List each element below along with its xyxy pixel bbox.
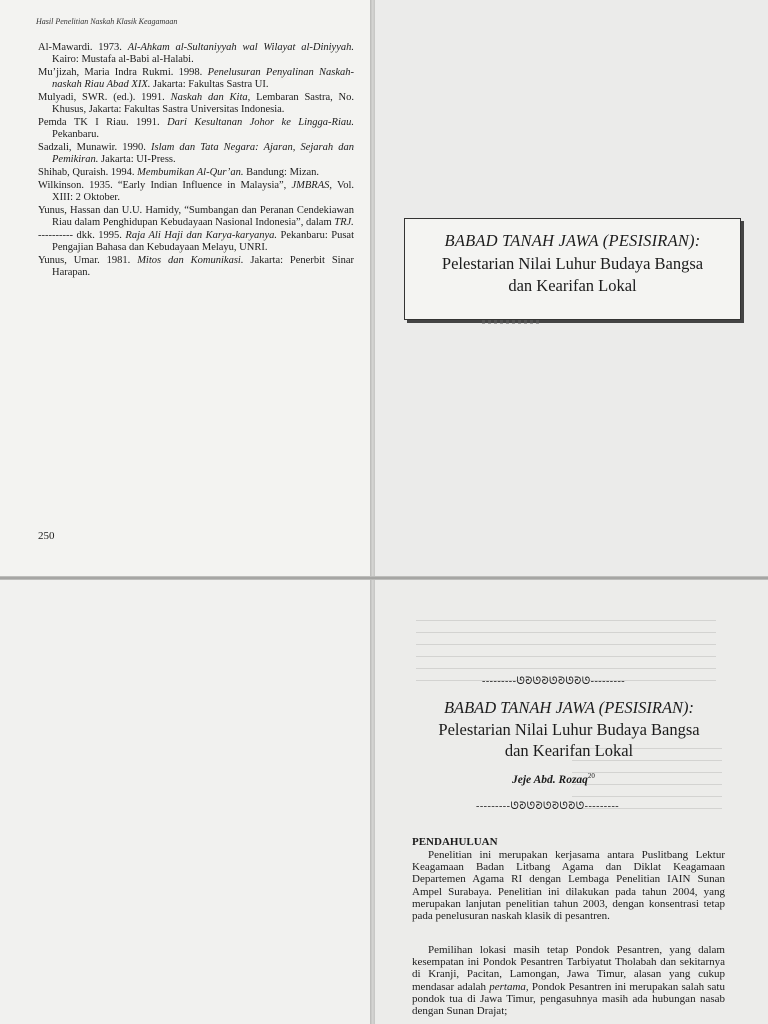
- reference-entry: [38, 42, 354, 66]
- reference-publisher: Bandung: Mizan.: [243, 167, 320, 178]
- chapter-subtitle-line2: dan Kearifan Lokal: [504, 741, 634, 760]
- reference-entry: [38, 230, 354, 254]
- reference-author: ---------- dkk. 1995.: [38, 230, 126, 241]
- reference-author: Mu’jizah, Maria Indra Rukmi. 1998.: [38, 67, 208, 78]
- scan-marks: [482, 320, 542, 324]
- reference-entry: [38, 67, 354, 91]
- reference-title: Al-Ahkam al-Sultaniyyah wal Wilayat al-Diniyyah.: [127, 42, 354, 53]
- reference-publisher: Kairo: Mustafa al-Babi al-Halabi.: [52, 54, 194, 65]
- running-head: Hasil Penelitian Naskah Klasik Keagamaan: [36, 17, 178, 26]
- reference-title: Penelusuran Penyalinan Naskah-naskah Riau Abad XIX.: [52, 67, 355, 90]
- page-number: 250: [38, 530, 55, 542]
- paragraph-2-emphasis: pertama,: [489, 980, 529, 993]
- reference-author: Yunus, Hassan dan U.U. Hamidy, “Sumbangan dan Peranan Cendekiawan Riau dalam Penghidupan Kebudayaan Nasional Indonesia”, dalam: [38, 205, 354, 228]
- author-footnote-mark: 20: [587, 772, 595, 780]
- reference-publisher: Lembaran Sastra, No. Khusus, Jakarta: Fakultas Sastra Universitas Indonesia.: [52, 92, 354, 115]
- author-name: [512, 772, 595, 786]
- blank-page: [0, 578, 372, 1024]
- reference-publisher: Pekanbaru.: [52, 129, 99, 140]
- reference-publisher: Jakarta: Fakultas Sastra UI.: [150, 79, 269, 90]
- reference-entry: [38, 142, 354, 166]
- reference-entry: [38, 180, 354, 204]
- chapter-page: [372, 578, 768, 1024]
- left-page: [0, 0, 372, 578]
- reference-entry: [38, 255, 354, 279]
- reference-author: Pemda TK I Riau. 1991.: [38, 117, 168, 128]
- reference-list: [38, 42, 354, 280]
- section-heading: PENDAHULUAN: [412, 836, 498, 848]
- reference-title: Naskah dan Kita,: [170, 92, 251, 103]
- paragraph-2: [412, 944, 725, 1017]
- reference-author: Shihab, Quraish. 1994.: [38, 167, 138, 178]
- book-gutter: [370, 0, 375, 1024]
- reference-author: Sadzali, Munawir. 1990.: [38, 142, 151, 153]
- title-page: [372, 0, 768, 578]
- reference-publisher: Pekanbaru: Pusat Pengajian Bahasa dan Kebudayaan Melayu, UNRI.: [52, 230, 355, 253]
- reference-title: TRJ.: [334, 217, 354, 228]
- chapter-title: BABAD TANAH JAWA (PESISIRAN):: [443, 698, 695, 717]
- reference-entry: [38, 117, 354, 141]
- reference-publisher: Jakarta: Penerbit Sinar Harapan.: [52, 255, 354, 278]
- reference-entry: [38, 92, 354, 116]
- title-box: [404, 218, 741, 320]
- reference-title: Islam dan Tata Negara: Ajaran, Sejarah dan Pemikiran.: [52, 142, 354, 165]
- reference-title: Mitos dan Komunikasi.: [137, 255, 244, 266]
- bleed-through: [416, 620, 716, 684]
- reference-title: Raja Ali Haji dan Karya-karyanya.: [125, 230, 278, 241]
- paragraph-2-text-end: Pondok Pesantren ini merupakan salah satu pondok tua di Jawa Timur, pengasuhnya masih ada hubungan nasab dengan Sunan Drajat;: [412, 980, 725, 1018]
- reference-title: Membumikan Al-Qur’an.: [137, 167, 244, 178]
- reference-entry: [38, 205, 354, 229]
- ornament-divider-bottom: ---------ᘎᘑᘎᘑᘎᘑᘎᘑᘎ---------: [476, 801, 620, 812]
- chapter-subtitle-line1: Pelestarian Nilai Luhur Budaya Bangsa: [438, 720, 700, 739]
- reference-author: Al-Mawardi. 1973.: [38, 42, 128, 53]
- title-box-subtitle-line1: Pelestarian Nilai Luhur Budaya Bangsa: [441, 254, 704, 273]
- reference-publisher: Vol. XIII: 2 Oktober.: [52, 180, 354, 203]
- page-edge: [0, 576, 768, 580]
- ornament-divider-top: ---------ᘎᘑᘎᘑᘎᘑᘎᘑᘎ---------: [482, 676, 626, 687]
- title-box-subtitle-line2: dan Kearifan Lokal: [508, 276, 637, 295]
- reference-author: Mulyadi, SWR. (ed.). 1991.: [38, 92, 171, 103]
- reference-author: Yunus, Umar. 1981.: [38, 255, 138, 266]
- reference-entry: [38, 167, 354, 179]
- reference-title: Dari Kesultanan Johor ke Lingga-Riau.: [167, 117, 354, 128]
- reference-title: JMBRAS,: [291, 180, 332, 191]
- paragraph-1: Penelitian ini merupakan kerjasama antara Puslitbang Lektur Keagamaan Badan Litbang Agama dan Diklat Keagamaan Departemen Agama RI dengan Lembaga Penelitian IAIN Sunan Ampel Surabaya. Penelitian ini dilakukan pada tahun 2004, yang merupakan lanjutan penelitian tahun 2003, dengan konsentrasi tetap pada penelusuran naskah klasik di pesantren.: [412, 849, 725, 923]
- reference-publisher: Jakarta: UI-Press.: [98, 154, 176, 165]
- paragraph-2-text: Pemilihan lokasi masih tetap Pondok Pesantren, yang dalam kesempatan ini Pondok Pesantren Tarbiyatut Tholabah dan sekitarnya di Kranji, Pacitan, Lamongan, Jawa Timur, alasan yang cukup mendasar adalah: [412, 944, 725, 993]
- reference-author: Wilkinson. 1935. “Early Indian Influence in Malaysia”,: [38, 180, 292, 191]
- title-box-title: BABAD TANAH JAWA (PESISIRAN):: [444, 231, 701, 250]
- author-name-text: Jeje Abd. Rozaq: [512, 773, 588, 786]
